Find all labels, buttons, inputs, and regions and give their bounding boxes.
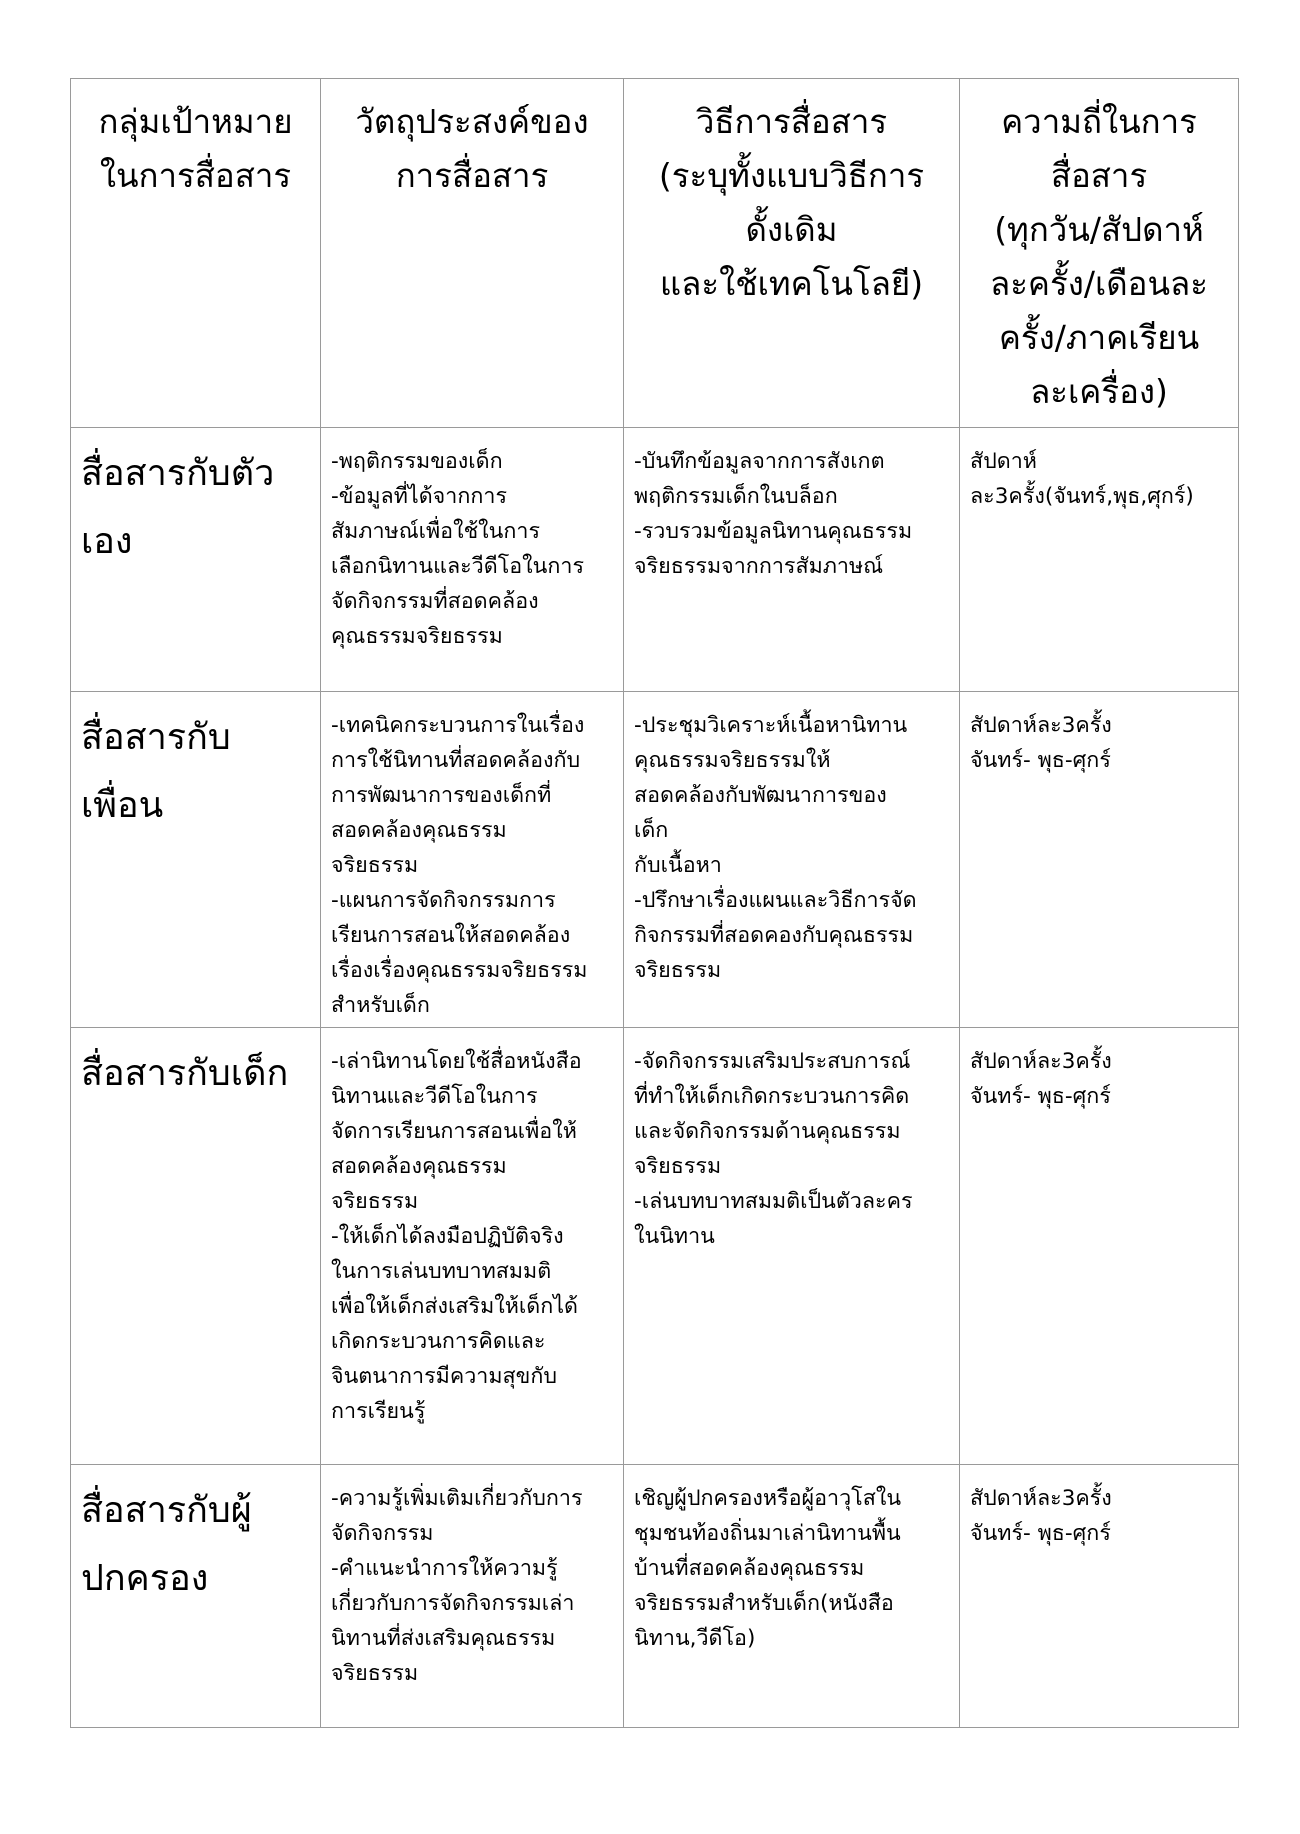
header-method [624, 79, 960, 428]
cell-objective [321, 692, 624, 1028]
table-row [71, 1465, 1239, 1728]
objective-text: -เล่านิทานโดยใช้สื่อหนังสือ นิทานและวีดีโอในการ จัดการเรียนการสอนเพื่อให้ สอดคล้องคุณธรรม จริยธรรม -ให้เด็กได้ลงมือปฏิบัติจริง ในการเล่นบทบาทสมมติ เพื่อให้เด็กส่งเสริมให้เด็กได้ เกิดกระบวนการคิดและ จินตนาการมีความสุขกับ การเรียนรู้ [331, 1049, 582, 1424]
cell-objective [321, 1028, 624, 1465]
cell-group [71, 428, 321, 692]
header-target-group [71, 79, 321, 428]
objective-text: -เทคนิคกระบวนการในเรื่อง การใช้นิทานที่สอดคล้องกับ การพัฒนาการของเด็กที่ สอดคล้องคุณธรรม จริยธรรม -แผนการจัดกิจกรรมการ เรียนการสอนให้สอดคล้อง เรื่องเรื่องคุณธรรมจริยธรรม สำหรับเด็ก [331, 713, 588, 1018]
table-row [71, 428, 1239, 692]
cell-frequency [960, 1028, 1239, 1465]
frequency-text: สัปดาห์ละ3ครั้ง จันทร์- พุธ-ศุกร์ [970, 1049, 1112, 1109]
group-label: สื่อสารกับเด็ก [81, 1053, 289, 1094]
communication-plan-table [70, 78, 1239, 1728]
cell-group [71, 1028, 321, 1465]
cell-frequency [960, 692, 1239, 1028]
group-label: สื่อสารกับผู้ ปกครอง [81, 1490, 252, 1599]
header-frequency [960, 79, 1239, 428]
cell-method [624, 1465, 960, 1728]
group-label: สื่อสารกับตัว เอง [81, 453, 275, 562]
frequency-text: สัปดาห์ ละ3ครั้ง(จันทร์,พุธ,ศุกร์) [970, 449, 1194, 509]
cell-group [71, 692, 321, 1028]
header-row [71, 79, 1239, 428]
objective-text: -พฤติกรรมของเด็ก -ข้อมูลที่ได้จากการ สัมภาษณ์เพื่อใช้ในการ เลือกนิทานและวีดีโอในการ จัดกิจกรรมที่สอดคล้อง คุณธรรมจริยธรรม [331, 449, 585, 649]
cell-frequency [960, 1465, 1239, 1728]
cell-objective [321, 1465, 624, 1728]
header-text: วัตถุประสงค์ของ การสื่อสาร [355, 102, 589, 195]
objective-text: -ความรู้เพิ่มเติมเกี่ยวกับการ จัดกิจกรรม -คำแนะนำการให้ความรู้ เกี่ยวกับการจัดกิจกรรมเล่า นิทานที่ส่งเสริมคุณธรรม จริยธรรม [331, 1486, 583, 1686]
header-text: กลุ่มเป้าหมาย ในการสื่อสาร [98, 102, 293, 195]
frequency-text: สัปดาห์ละ3ครั้ง จันทร์- พุธ-ศุกร์ [970, 1486, 1112, 1546]
method-text: -บันทึกข้อมูลจากการสังเกต พฤติกรรมเด็กในบล็อก -รวบรวมข้อมูลนิทานคุณธรรม จริยธรรมจากการสัมภาษณ์ [634, 449, 913, 579]
method-text: เชิญผู้ปกครองหรือผู้อาวุโสใน ชุมชนท้องถิ่นมาเล่านิทานพื้น บ้านที่สอดคล้องคุณธรรม จริยธรรมสำหรับเด็ก(หนังสือ นิทาน,วีดีโอ) [634, 1486, 902, 1651]
cell-frequency [960, 428, 1239, 692]
cell-objective [321, 428, 624, 692]
method-text: -ประชุมวิเคราะห์เนื้อหานิทาน คุณธรรมจริยธรรมให้ สอดคล้องกับพัฒนาการของ เด็ก กับเนื้อหา -ปรึกษาเรื่องแผนและวิธีการจัด กิจกรรมที่สอดคองกับคุณธรรม จริยธรรม [634, 713, 917, 983]
header-text: วิธีการสื่อสาร (ระบุทั้งแบบวิธีการ ดั้งเดิม และใช้เทคโนโลยี) [658, 102, 925, 303]
header-text: ความถี่ในการ สื่อสาร (ทุกวัน/สัปดาห์ ละครั้ง/เดือนละ ครั้ง/ภาคเรียน ละเครื่อง) [989, 102, 1208, 411]
frequency-text: สัปดาห์ละ3ครั้ง จันทร์- พุธ-ศุกร์ [970, 713, 1112, 773]
cell-method [624, 1028, 960, 1465]
cell-group [71, 1465, 321, 1728]
cell-method [624, 692, 960, 1028]
header-objective [321, 79, 624, 428]
cell-method [624, 428, 960, 692]
method-text: -จัดกิจกรรมเสริมประสบการณ์ ที่ทำให้เด็กเกิดกระบวนการคิด และจัดกิจกรรมด้านคุณธรรม จริยธรรม -เล่นบทบาทสมมติเป็นตัวละคร ในนิทาน [634, 1049, 913, 1249]
group-label: สื่อสารกับ เพื่อน [81, 717, 231, 826]
table-row [71, 1028, 1239, 1465]
table-row [71, 692, 1239, 1028]
